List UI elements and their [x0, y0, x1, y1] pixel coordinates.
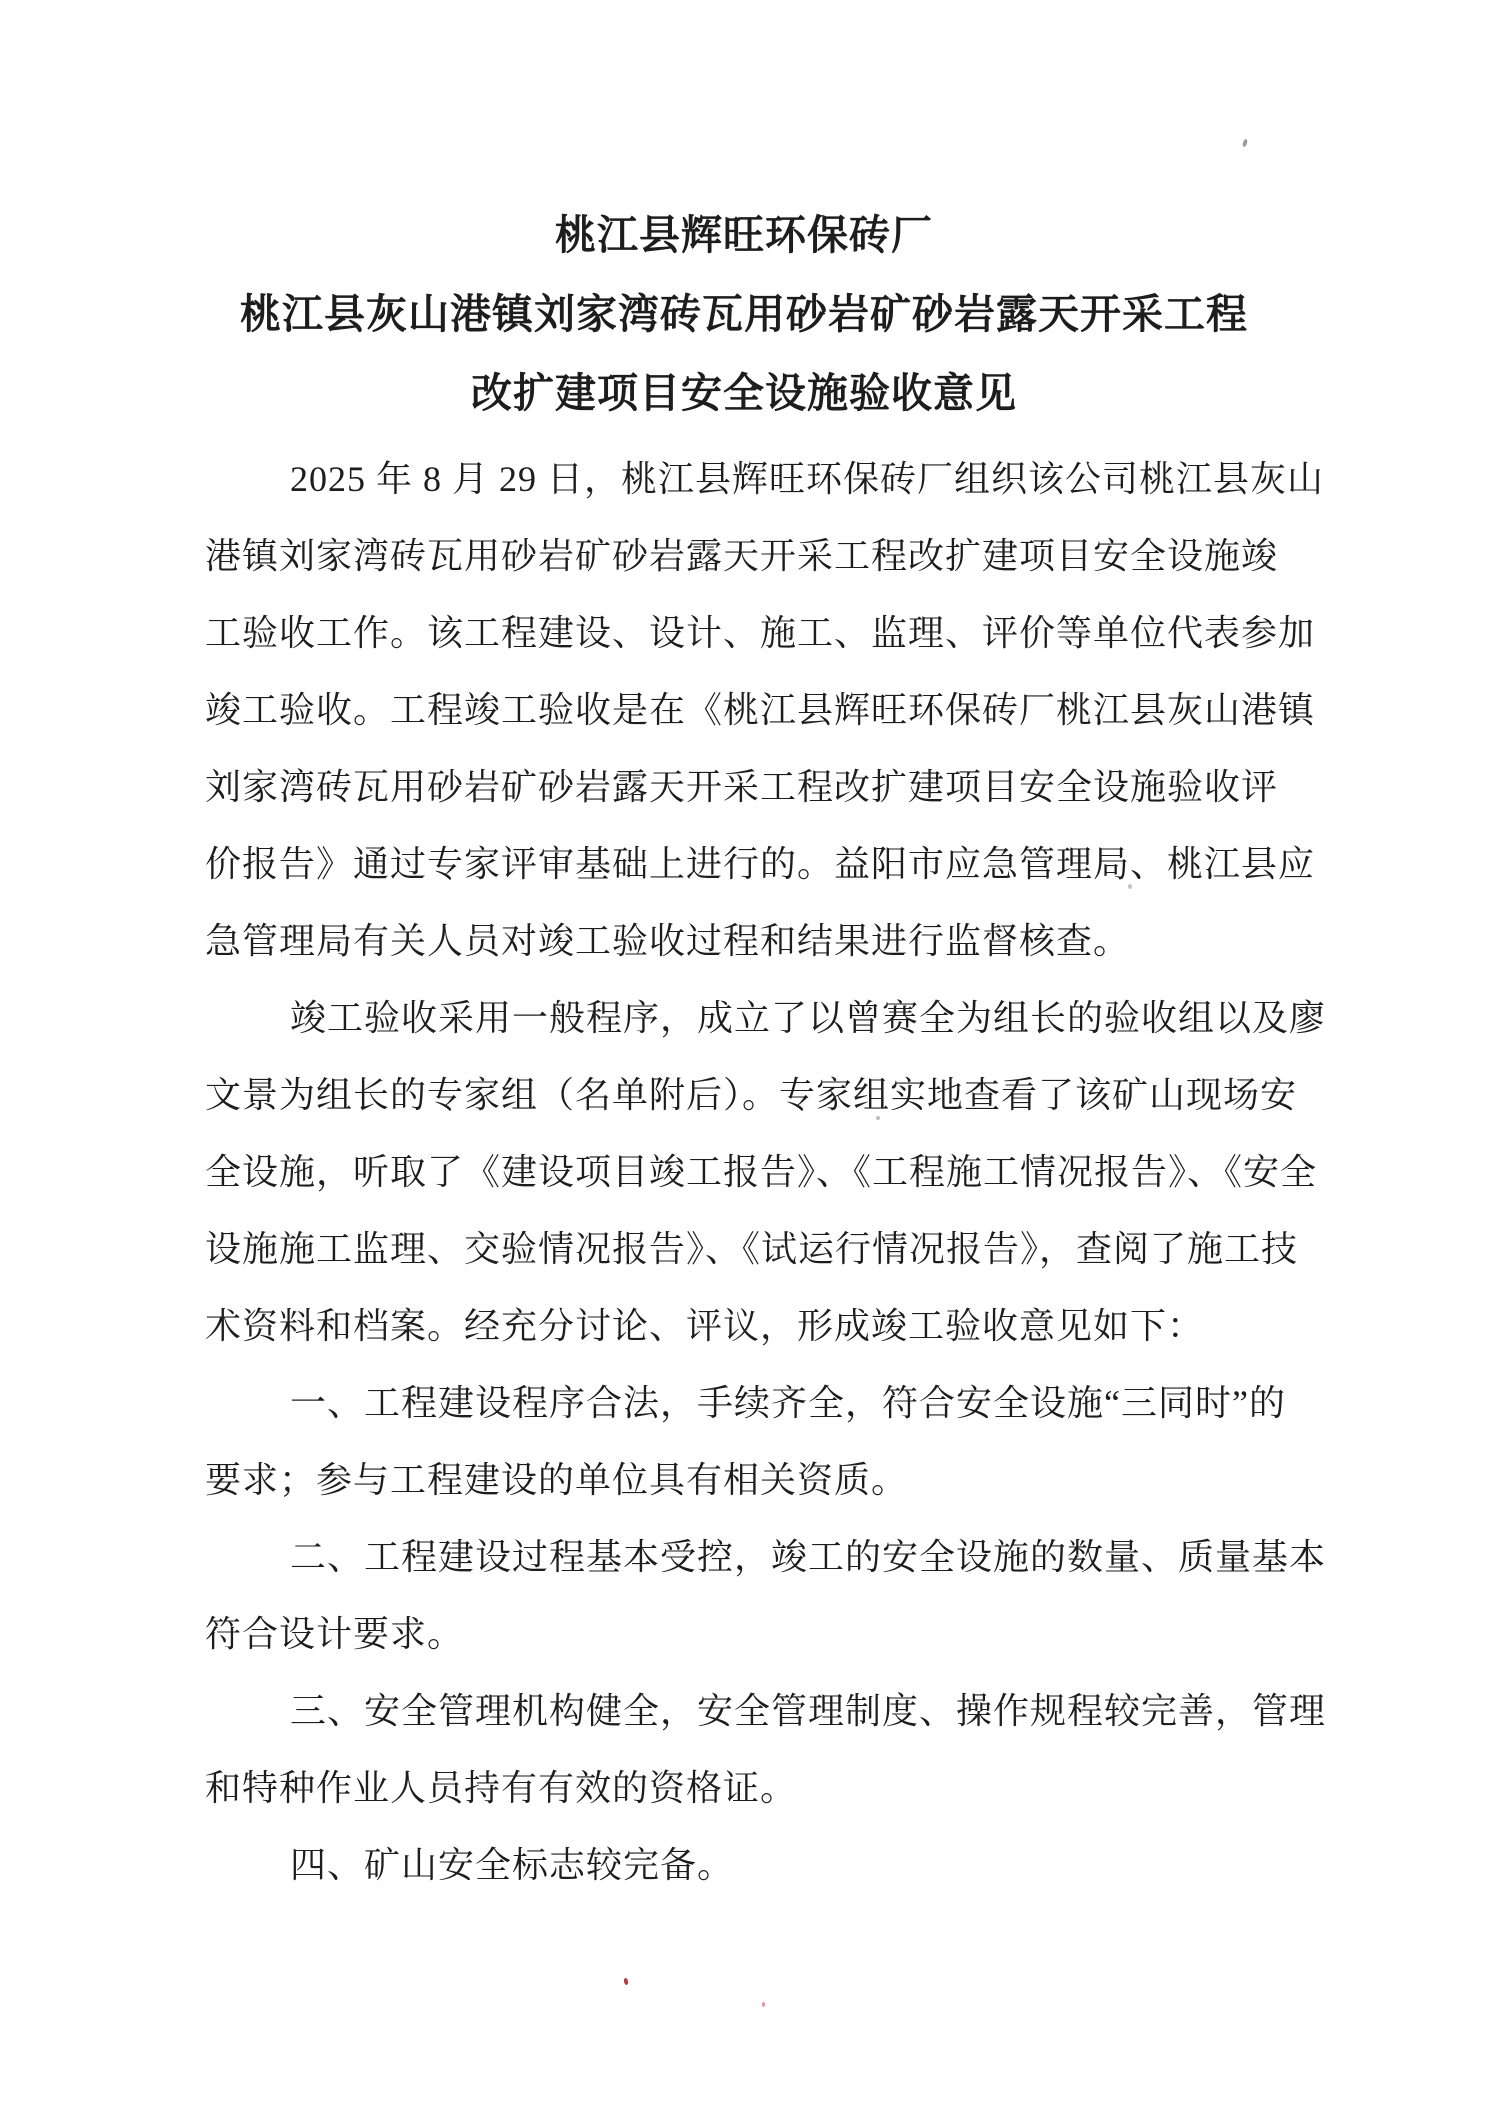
document-line: 符合设计要求。	[205, 1614, 465, 1654]
paragraph	[205, 1365, 1310, 1519]
document-line: 术资料和档案。经充分讨论、评议，形成竣工验收意见如下：	[205, 1306, 1205, 1346]
document-line: 价报告》通过专家评审基础上进行的。益阳市应急管理局、桃江县应	[205, 844, 1316, 884]
document-line: 2025 年 8 月 29 日，桃江县辉旺环保砖厂组织该公司桃江县灰山	[290, 459, 1325, 499]
document-line: 三、安全管理机构健全，安全管理制度、操作规程较完善，管理	[290, 1691, 1327, 1731]
scan-speck	[1242, 139, 1248, 148]
document-line: 急管理局有关人员对竣工验收过程和结果进行监督核查。	[205, 921, 1131, 961]
paragraph	[205, 1673, 1327, 1827]
document-line: 工验收工作。该工程建设、设计、施工、监理、评价等单位代表参加	[205, 613, 1316, 653]
document-title-line: 桃江县辉旺环保砖厂	[555, 212, 933, 258]
document-line: 全设施，听取了《建设项目竣工报告》、《工程施工情况报告》、《安全	[205, 1152, 1318, 1192]
paragraph	[205, 1827, 1310, 1904]
document-body	[205, 441, 1327, 1904]
document-title-line: 桃江县灰山港镇刘家湾砖瓦用砂岩矿砂岩露天开采工程	[240, 291, 1248, 337]
document-line: 四、矿山安全标志较完备。	[290, 1845, 735, 1885]
scan-speck	[1128, 884, 1132, 889]
document-line: 要求；参与工程建设的单位具有相关资质。	[205, 1460, 909, 1500]
document-title	[0, 196, 1488, 433]
document-line: 文景为组长的专家组（名单附后）。专家组实地查看了该矿山现场安	[205, 1075, 1298, 1115]
document-line: 竣工验收。工程竣工验收是在《桃江县辉旺环保砖厂桃江县灰山港镇	[205, 690, 1316, 730]
document-line: 竣工验收采用一般程序，成立了以曾赛全为组长的验收组以及廖	[290, 998, 1327, 1038]
paragraph	[205, 980, 1327, 1365]
paragraph	[205, 1519, 1327, 1673]
scan-speck	[876, 1116, 880, 1120]
document-line: 港镇刘家湾砖瓦用砂岩矿砂岩露天开采工程改扩建项目安全设施竣	[205, 536, 1279, 576]
document-line: 二、工程建设过程基本受控，竣工的安全设施的数量、质量基本	[290, 1537, 1327, 1577]
document-line: 刘家湾砖瓦用砂岩矿砂岩露天开采工程改扩建项目安全设施验收评	[205, 767, 1279, 807]
scan-speck	[762, 2002, 765, 2007]
paragraph	[205, 441, 1325, 980]
document-line: 和特种作业人员持有有效的资格证。	[205, 1768, 798, 1808]
document-line: 一、工程建设程序合法，手续齐全，符合安全设施“三同时”的	[290, 1383, 1286, 1423]
document-line: 设施施工监理、交验情况报告》、《试运行情况报告》，查阅了施工技	[205, 1229, 1299, 1269]
scan-speck	[623, 1978, 628, 1986]
document-title-line: 改扩建项目安全设施验收意见	[471, 370, 1017, 416]
